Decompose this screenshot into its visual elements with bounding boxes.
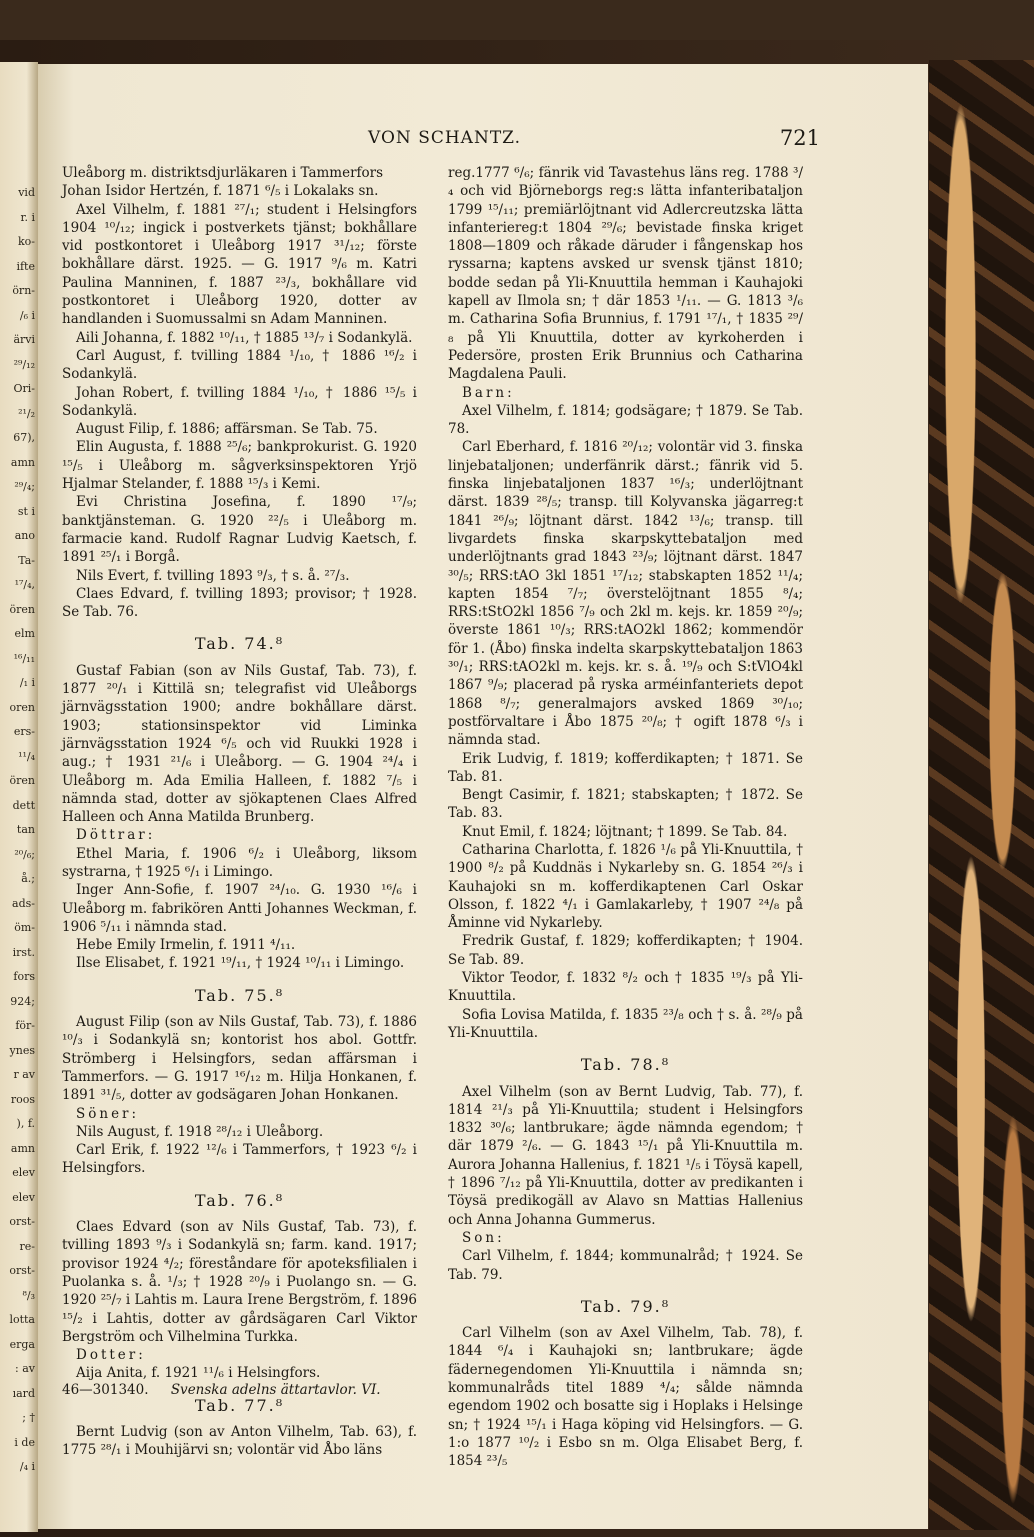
- entry-paragraph: Carl Vilhelm (son av Axel Vilhelm, Tab. 78), f. 1844 ⁶/₄ i Kauhajoki sn; lantbrukare; ägde fädernegendomen Yli-Knuuttila i nämnda sn; kommunalråds titel 1889 ⁴/₄; sålde nämnda egendom 1902 och bosatte sig i Hoplaks i Helsinge sn; † 1924 ¹⁵/₁ i Haga köping vid Helsingfors. — G. 1:o 1877 ¹⁰/₂ i Esbo sn m. Olga Elisabet Berg, f. 1854 ²³/₅: [448, 1325, 803, 1470]
- book-title: Svenska adelns ättartavlor. VI.: [170, 1382, 381, 1398]
- entry-paragraph: Claes Edvard, f. tvilling 1893; provisor; † 1928. Se Tab. 76.: [62, 585, 417, 621]
- left-page-fragment: ers-: [13, 725, 35, 738]
- left-page-fragment: irst.: [12, 945, 35, 959]
- left-page-fragment: : av: [15, 1362, 35, 1375]
- entry-paragraph: Erik Ludvig, f. 1819; kofferdikapten; † 1871. Se Tab. 81.: [448, 750, 803, 785]
- table-heading: Tab. 78.⁸: [580, 1055, 671, 1075]
- table-heading: Tab. 77.⁸: [194, 1395, 285, 1415]
- left-page-fragment: ıard: [12, 1386, 35, 1400]
- left-page-fragment: Ori-: [13, 382, 35, 395]
- entry-paragraph: August Filip, f. 1886; affärsman. Se Tab. 75.: [76, 421, 378, 438]
- entry-paragraph: Aili Johanna, f. 1882 ¹⁰/₁₁, † 1885 ¹³/₇ i Sodankylä.: [76, 329, 413, 346]
- left-page-fragment: ²⁹/₁₂: [13, 357, 35, 371]
- entry-paragraph: Nils Evert, f. tvilling 1893 ⁹/₃, † s. å. ²⁷/₃.: [76, 567, 350, 584]
- section-label: Barn:: [462, 384, 515, 401]
- left-page-fragment: orst-: [9, 1264, 35, 1277]
- entry-paragraph: Elin Augusta, f. 1888 ²⁵/₆; bankprokurist. G. 1920 ¹⁵/₅ i Uleåborg m. sågverksinspektoren Yrjö Hjalmar Stelander, f. 1888 ¹⁵/₃ i Kemi.: [62, 439, 417, 493]
- left-page-fragment: ano: [14, 529, 35, 542]
- left-page-fragment: ²⁰/₆;: [14, 847, 35, 861]
- left-page-fragment: ²¹/₂: [18, 406, 35, 420]
- entry-paragraph: Aija Anita, f. 1921 ¹¹/₆ i Helsingfors.: [76, 1365, 321, 1382]
- entry-paragraph: Inger Ann-Sofie, f. 1907 ²⁴/₁₀. G. 1930 ¹⁶/₆ i Uleåborg m. fabrikören Antti Johannes Weckman, f. 1906 ⁵/₁₁ i nämnda stad.: [62, 882, 417, 935]
- left-page-fragment: ads-: [12, 896, 35, 910]
- entry-paragraph: Johan Robert, f. tvilling 1884 ¹/₁₀, † 1886 ¹⁵/₅ i Sodankylä.: [62, 384, 417, 419]
- left-page-fragment: örn-: [12, 284, 35, 297]
- table-heading: Tab. 76.⁸: [194, 1190, 285, 1210]
- entry-paragraph: Catharina Charlotta, f. 1826 ¹/₆ på Yli-Knuuttila, † 1900 ⁸/₂ på Kuddnäs i Nykarleby sn. G. 1854 ²⁶/₃ i Kauhajoki sn m. kofferdikaptenen Carl Oskar Olsson, f. 1822 ⁴/₁ i Gamlakarleby, † 1907 ²⁴/₈ på Åminne vid Nykarleby.: [448, 841, 803, 932]
- left-page-fragment: i de: [14, 1435, 35, 1449]
- entry-paragraph: Carl Erik, f. 1922 ¹²/₆ i Tammerfors, † 1923 ⁶/₂ i Helsingfors.: [62, 1142, 417, 1177]
- page-footer: [62, 1382, 381, 1398]
- left-page-fragment: 924;: [10, 994, 35, 1008]
- left-page-fragment: öm-: [14, 921, 35, 934]
- left-page-fragment: ¹¹/₄: [18, 749, 35, 763]
- section-label: Dotter:: [76, 1347, 146, 1364]
- left-page-fragment: Ta-: [18, 553, 35, 567]
- left-page-fragment: /₄ i: [19, 1460, 35, 1473]
- left-page-fragment: 67),: [13, 431, 35, 444]
- table-heading: Tab. 79.⁸: [580, 1296, 671, 1316]
- entry-paragraph: Knut Emil, f. 1824; löjtnant; † 1899. Se Tab. 84.: [462, 823, 788, 840]
- left-page-fragment: ärvi: [13, 333, 35, 346]
- entry-paragraph: Claes Edvard (son av Nils Gustaf, Tab. 73), f. tvilling 1893 ⁹/₃ i Sodankylä sn; farm. kand. 1917; provisor 1924 ⁴/₂; föreståndare för apoteksfilialen i Puolanka s. å. ¹/₃; † 1928 ²⁰/₉ i Puolango sn. — G. 1920 ²⁵/₇ i Lahtis m. Laura Irene Bergström, f. 1896 ¹⁵/₂ i Lahtis, dotter av gårdsägaren Carl Viktor Bergström och Vilhelmina Turkka.: [62, 1219, 417, 1345]
- running-head: VON SCHANTZ.: [368, 128, 522, 148]
- entry-paragraph: reg.1777 ⁶/₆; fänrik vid Tavastehus läns reg. 1788 ³/₄ och vid Björneborgs reg:s lätta infanteribataljon 1799 ¹⁵/₁₁; premiärlöjtnant vid Adlercreutzska lätta infanteriereg:t 1804 ²⁹/₆; bevistade finska kriget 1808—1809 och råkade däruder i fångenskap hos ryssarna; kaptens avsked ur svensk tjänst 1810; bodde sedan på Yli-Knuuttila hemman i Kauhajoki kapell av Ilmola sn; † där 1853 ¹/₁₁. — G. 1813 ³/₆ m. Catharina Sofia Brunnius, f. 1791 ¹⁷/₁, † 1835 ²⁹/₈ på Yli Knuuttila, dotter av kyrkoherden i Pedersöre, prosten Erik Brunnius och Catharina Magdalena Pauli.: [448, 165, 803, 383]
- left-page-fragment: ¹⁶/₁₁: [13, 651, 35, 665]
- left-page-fragment: för-: [15, 1019, 35, 1032]
- left-column: [62, 164, 417, 1460]
- left-page-fragment: ifte: [16, 259, 35, 273]
- left-page-fragment: dett: [12, 798, 35, 812]
- table-heading: Tab. 74.⁸: [194, 634, 285, 654]
- entry-paragraph: Axel Vilhelm (son av Bernt Ludvig, Tab. 77), f. 1814 ²¹/₃ på Yli-Knuuttila; student i Helsingfors 1832 ³⁰/₆; lantbrukare; ägde nämnda egendom; † där 1879 ²/₆. — G. 1843 ¹⁵/₁ på Yli-Knuuttila m. Aurora Johanna Hallenius, f. 1821 ¹/₅ i Töysä kapell, † 1896 ⁷/₁₂ på Yli-Knuuttila, dotter av predikanten i Töysä predikogäll av Alavo sn Mattias Hallenius och Anna Johanna Gummerus.: [448, 1083, 803, 1228]
- left-page-fragment: /₆ i: [19, 308, 35, 322]
- entry-paragraph: Uleåborg m. distriktsdjurläkaren i Tammerfors: [62, 165, 384, 181]
- entry-paragraph: Carl August, f. tvilling 1884 ¹/₁₀, † 1886 ¹⁶/₂ i Sodankylä.: [62, 347, 417, 383]
- left-page-fragment: elm: [14, 627, 35, 640]
- left-page-fragment: ), f.: [16, 1117, 35, 1130]
- left-page-fragment: r av: [13, 1068, 35, 1081]
- entry-paragraph: August Filip (son av Nils Gustaf, Tab. 73), f. 1886 ¹⁰/₃ i Sodankylä sn; kontorist hos abol. Gottfr. Strömberg i Helsingfors, sedan affärsman i Tammerfors. — G. 1917 ¹⁶/₁₂ m. Hilja Honkanen, f. 1891 ³¹/₅, dotter av godsägaren Johan Honkanen.: [62, 1014, 417, 1104]
- left-page-fragment: st i: [17, 504, 35, 518]
- entry-paragraph: Johan Isidor Hertzén, f. 1871 ⁶/₅ i Lokalaks sn.: [62, 183, 379, 200]
- left-page-fragment: elev: [12, 1190, 35, 1204]
- left-page-fragment: ¹⁷/₄,: [14, 578, 35, 591]
- entry-paragraph: Ilse Elisabet, f. 1921 ¹⁹/₁₁, † 1924 ¹⁰/₁₁ i Limingo.: [76, 955, 405, 972]
- left-page-fragment: ⁸/₃: [22, 1288, 35, 1302]
- entry-paragraph: Axel Vilhelm, f. 1814; godsägare; † 1879. Se Tab. 78.: [448, 402, 803, 438]
- left-page-fragment: tan: [16, 823, 35, 836]
- left-page-fragment: orst-: [9, 1215, 35, 1228]
- entry-paragraph: Fredrik Gustaf, f. 1829; kofferdikapten; † 1904. Se Tab. 89.: [448, 933, 803, 968]
- left-page-fragment: oren: [9, 700, 35, 714]
- left-page-fragment: ynes: [9, 1043, 35, 1057]
- left-page-edge: [0, 62, 38, 1532]
- left-page-fragment: amn: [10, 455, 35, 469]
- left-page-fragment: lotta: [9, 1313, 35, 1326]
- section-label: Söner:: [76, 1105, 140, 1122]
- left-page-fragment: elev: [12, 1166, 35, 1179]
- section-label: Son:: [462, 1229, 505, 1246]
- entry-paragraph: Viktor Teodor, f. 1832 ⁸/₂ och † 1835 ¹⁹/₃ på Yli-Knuuttila.: [448, 970, 803, 1005]
- left-page-fragment: ; †: [22, 1411, 35, 1424]
- entry-paragraph: Carl Eberhard, f. 1816 ²⁰/₁₂; volontär vid 3. finska linjebataljonen; underfänrik därst.; fänrik vid 5. finska linjebataljonen 1837 ¹⁶/₃; underlöjtnant därst. 1839 ²⁸/₅; transp. till Kolyvanska jägarreg:t 1841 ²⁶/₉; löjtnant därst. 1842 ¹³/₆; transp. till livgardets finska skarpskyttebataljon med underlöjtnants grad 1843 ²³/₉; löjtnant därst. 1847 ³⁰/₅; RRS:tAO 3kl 1851 ¹⁷/₁₂; stabskapten 1852 ¹¹/₄; kapten 1854 ⁷/₇; överstelöjtnant 1855 ⁸/₄; RRS:tStO2kl 1856 ⁷/₉ och 2kl m. kejs. kr. 1859 ²⁰/₉; överste 1861 ¹⁰/₃; RRS:tAO2kl 1862; kommendör för 1. (Åbo) finska indelta skarpskyttebataljon 1863 ³⁰/₁; RRS:tAO2kl m. kejs. kr. s. å. ¹⁹/₉ och S:tVlO4kl 1867 ⁹/₉; placerad på ryska arméinfanteriets depot 1868 ⁸/₇; generalmajors avsked 1869 ³⁰/₁₀; postförvaltare i Åbo 1875 ²⁰/₈; † ogift 1878 ⁶/₃ i nämnda stad.: [448, 439, 803, 749]
- entry-paragraph: Nils August, f. 1918 ²⁸/₁₂ i Uleåborg.: [76, 1123, 324, 1140]
- page-number: 721: [779, 126, 820, 150]
- marbled-page-edge: [929, 60, 1034, 1530]
- book-page: [38, 64, 928, 1529]
- left-page-fragment: å.;: [21, 872, 35, 885]
- entry-paragraph: Bengt Casimir, f. 1821; stabskapten; † 1872. Se Tab. 83.: [448, 787, 803, 822]
- entry-paragraph: Hebe Emily Irmelin, f. 1911 ⁴/₁₁.: [76, 937, 296, 954]
- entry-paragraph: Carl Vilhelm, f. 1844; kommunalråd; † 1924. Se Tab. 79.: [448, 1248, 803, 1283]
- left-page-fragment: vid: [18, 186, 35, 199]
- left-page-fragment: fors: [13, 970, 35, 983]
- left-page-fragment: /₁ i: [19, 676, 35, 689]
- printer-signature: 46—301340.: [62, 1382, 149, 1398]
- left-page-fragment: re-: [19, 1239, 35, 1253]
- section-label: Döttrar:: [76, 827, 156, 844]
- left-page-fragment: ören: [9, 602, 35, 616]
- left-page-fragment: r. i: [20, 210, 35, 224]
- left-page-fragment: amn: [10, 1141, 35, 1155]
- entry-paragraph: Sofia Lovisa Matilda, f. 1835 ²³/₈ och † s. å. ²⁸/₉ på Yli-Knuuttila.: [448, 1006, 803, 1041]
- left-page-fragment: ören: [9, 774, 35, 787]
- left-page-fragment: ²⁹/₄;: [14, 480, 35, 493]
- page-header: [38, 126, 928, 156]
- entry-paragraph: Evi Christina Josefina, f. 1890 ¹⁷/₉; banktjänsteman. G. 1920 ²²/₅ i Uleåborg m. farmacie kand. Rudolf Ragnar Ludvig Kaetsch, f. 1891 ²⁵/₁ i Borgå.: [62, 494, 417, 566]
- left-page-fragment: erga: [9, 1337, 35, 1351]
- table-heading: Tab. 75.⁸: [194, 985, 285, 1005]
- entry-paragraph: Axel Vilhelm, f. 1881 ²⁷/₁; student i Helsingfors 1904 ¹⁰/₁₂; ingick i postverkets tjänst; bokhållare vid postkontoret i Uleåborg 1917 ³¹/₁₂; förste bokhållare därst. 1925. — G. 1917 ⁹/₆ m. Katri Paulina Manninen, f. 1887 ²³/₃, bokhållare vid postkontoret i Uleåborg 1920, dotter av handlanden i Suomussalmi sn Adam Manninen.: [62, 201, 417, 328]
- entry-paragraph: Bernt Ludvig (son av Anton Vilhelm, Tab. 63), f. 1775 ²⁸/₁ i Mouhijärvi sn; volontär vid Åbo läns: [62, 1424, 417, 1459]
- left-page-fragment: ko-: [17, 235, 35, 248]
- left-page-fragment: roos: [10, 1092, 35, 1106]
- entry-paragraph: Gustaf Fabian (son av Nils Gustaf, Tab. 73), f. 1877 ²⁰/₁ i Kittilä sn; telegrafist vid Uleåborgs järnvägsstation 1900; andre bokhållare därst. 1903; stationsinspektor vid Liminka järnvägsstation 1924 ⁶/₅ och vid Ruukki 1928 i aug.; † 1931 ²¹/₆ i Uleåborg. — G. 1904 ²⁴/₄ i Uleåborg m. Ada Emilia Halleen, f. 1882 ⁷/₅ i nämnda stad, dotter av sjökaptenen Claes Alfred Halleen och Anna Matilda Brunberg.: [62, 662, 417, 826]
- right-column: [448, 164, 803, 1470]
- entry-paragraph: Ethel Maria, f. 1906 ⁶/₂ i Uleåborg, liksom systrarna, † 1925 ⁶/₁ i Limingo.: [62, 845, 417, 880]
